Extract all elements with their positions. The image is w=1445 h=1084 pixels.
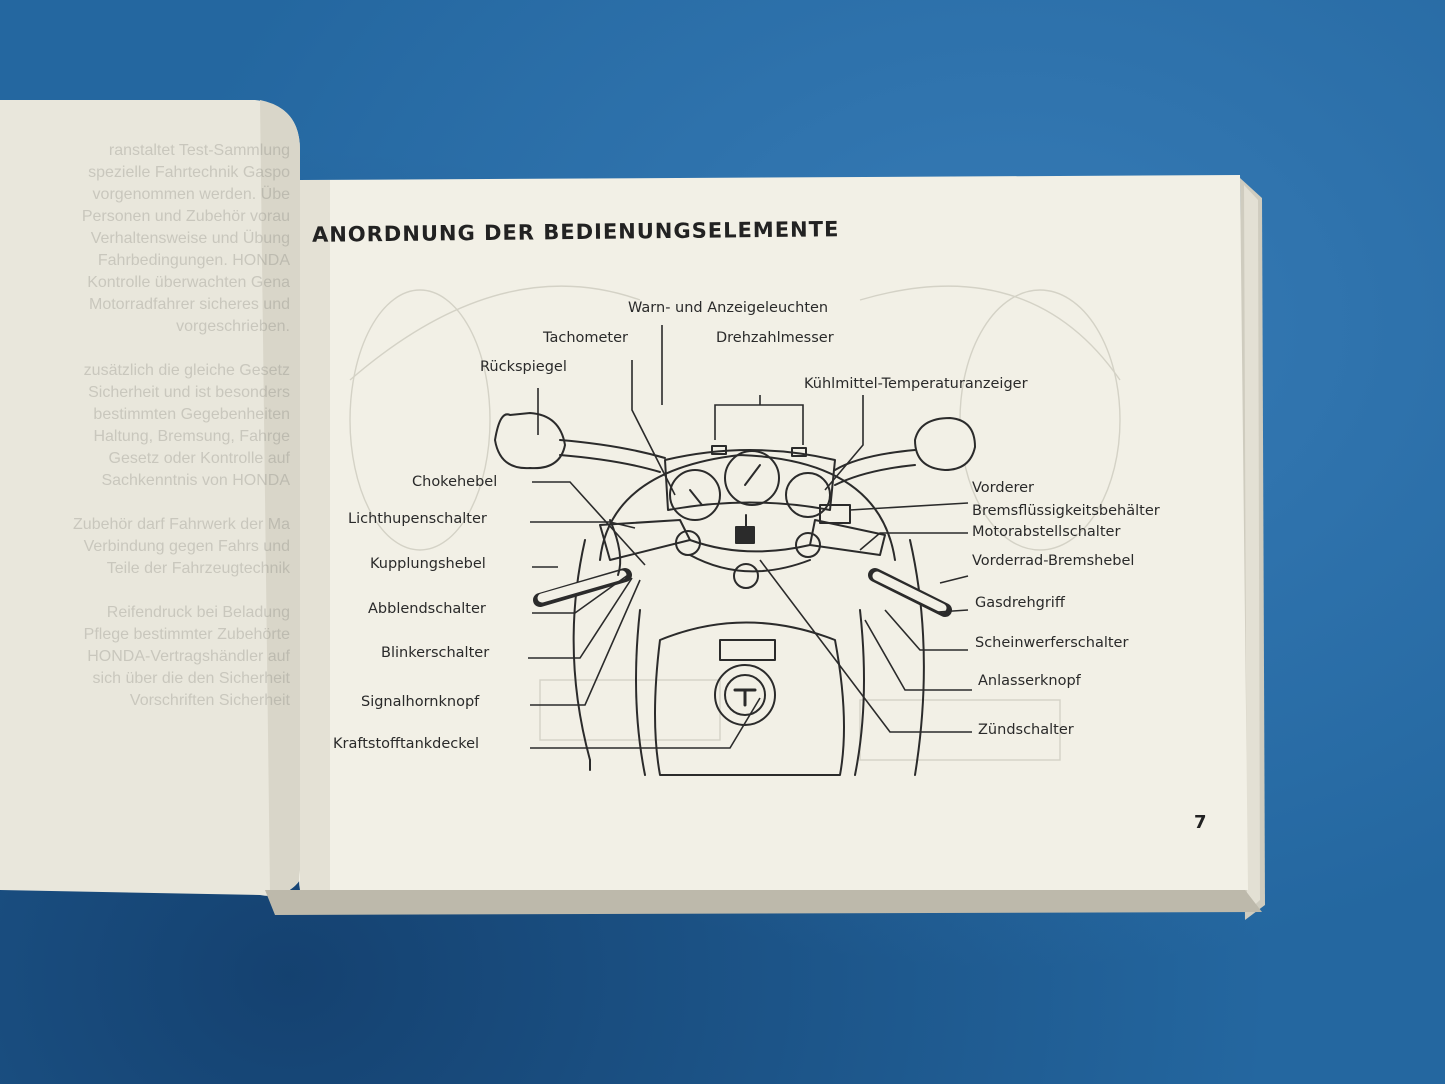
label-motorabstellschalter: Motorabstellschalter bbox=[972, 524, 1121, 540]
label-signalhornknopf: Signalhornknopf bbox=[361, 694, 480, 710]
label-tachometer: Tachometer bbox=[543, 330, 628, 346]
label-gasdrehgriff: Gasdrehgriff bbox=[975, 595, 1065, 611]
label-kuehlmittel-temperaturanzeiger: Kühlmittel-Temperaturanzeiger bbox=[804, 376, 1028, 392]
page-number: 7 bbox=[1194, 812, 1207, 833]
label-vorderer: Vorderer bbox=[972, 480, 1035, 496]
ignition-key bbox=[736, 527, 754, 543]
page-stack-bottom bbox=[265, 890, 1262, 915]
label-abblendschalter: Abblendschalter bbox=[368, 601, 486, 617]
label-vorderrad-bremshebel: Vorderrad-Bremshebel bbox=[972, 553, 1135, 569]
label-blinkerschalter: Blinkerschalter bbox=[381, 645, 490, 661]
label-chokehebel: Chokehebel bbox=[412, 474, 498, 490]
gutter-shadow bbox=[300, 180, 330, 890]
label-zuendschalter: Zündschalter bbox=[978, 722, 1074, 738]
label-anlasserknopf: Anlasserknopf bbox=[978, 673, 1081, 689]
label-warn-anzeigeleuchten: Warn- und Anzeigeleuchten bbox=[628, 300, 829, 316]
left-page-bleed-text: ranstaltet Test-Sammlung spezielle Fahrtechnik Gaspo vorgenommen werden. Übe Personen und Zubehör vorau Verhaltensweise und Übung Fahrbedingungen. HONDA Kontrolle überwachten Gena Motorradfahrer sicheres und vorgeschrieben. zusätzlich die gleiche Gesetz Sicherheit und ist besonders bestimmten Gegebenheiten Haltung, Bremsung, Fahrge Gesetz oder Kontrolle auf Sachkenntnis von HONDA Zubehör darf Fahrwerk der Ma Verbindung gegen Fahrs und Teile der Fahrzeugtechnik Reifendruck bei Beladung Pflege bestimmter Zubehörte HONDA-Vertragshändler auf sich über die den Sicherheit Vorschriften Sicherheit bbox=[73, 142, 290, 709]
label-kraftstofftankdeckel: Kraftstofftankdeckel bbox=[333, 736, 480, 752]
label-scheinwerferschalter: Scheinwerferschalter bbox=[975, 635, 1129, 651]
label-bremsfluessigkeitsbehaelter: Bremsflüssigkeitsbehälter bbox=[972, 503, 1160, 519]
right-mirror bbox=[915, 418, 975, 470]
page-title: ANORDNUNG DER BEDIENUNGSELEMENTE bbox=[311, 217, 840, 247]
label-lichthupenschalter: Lichthupenschalter bbox=[348, 511, 487, 527]
label-rueckspiegel: Rückspiegel bbox=[480, 359, 567, 375]
label-kupplungshebel: Kupplungshebel bbox=[370, 556, 486, 572]
label-drehzahlmesser: Drehzahlmesser bbox=[716, 330, 834, 346]
